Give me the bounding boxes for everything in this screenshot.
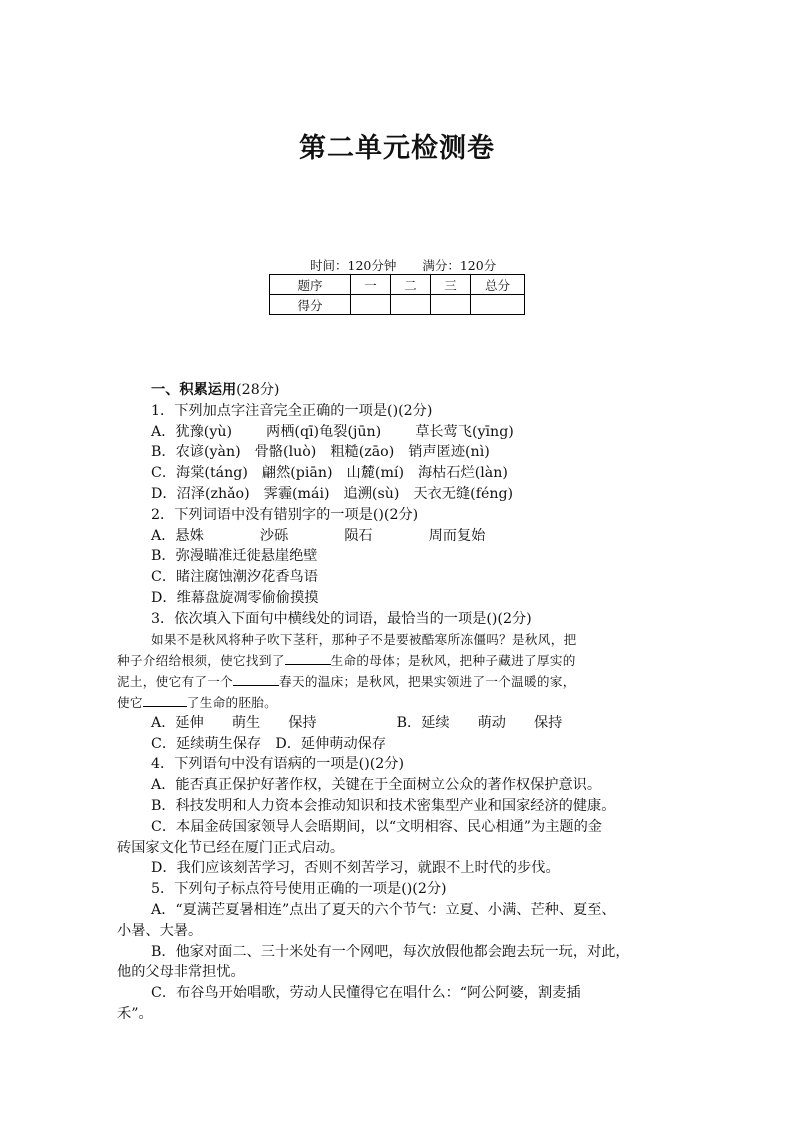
- header-cell: 一: [351, 275, 391, 295]
- question-1: [151, 401, 673, 422]
- option-d: D．沼泽(zhǎo) 霁霾(mái) 追溯(sù) 天衣无缝(féng): [151, 485, 514, 502]
- fill-blank[interactable]: [143, 692, 187, 707]
- option-b: B．农谚(yàn) 骨骼(luò) 粗糙(zāo) 销声匿迹(nì): [151, 444, 490, 461]
- option-a: A．悬姝 沙砾 陨石 周而复始: [151, 527, 486, 544]
- score-table-score-row: [270, 295, 525, 315]
- passage-line: 使它 了生命的胚胎。: [117, 692, 673, 713]
- passage-line: 泥土，使它有了一个 春天的温床；是秋风，把果实领进了一个温暖的家，: [117, 671, 673, 692]
- option-b: B．科技发明和人力资本会推动知识和技术密集型产业和国家经济的健康。: [151, 797, 616, 814]
- option-d: D．我们应该刻苦学习，否则不刻苦学习，就跟不上时代的步伐。: [151, 860, 560, 877]
- page-title: 第二单元检测卷: [299, 133, 495, 164]
- option-c: C．海棠(táng) 翩然(piān) 山麓(mí) 海枯石烂(làn): [151, 465, 508, 482]
- option-c: C．本届金砖国家领导人会晤期间，以“文明相容、民心相通”为主题的金: [151, 818, 602, 835]
- question-2-stem: 2．下列词语中没有错别字的一项是()(2分): [151, 506, 419, 523]
- question-4-stem: 4．下列语句中没有语病的一项是()(2分): [151, 756, 405, 773]
- option-c-cont: 禾”。: [117, 1005, 153, 1022]
- time-limit: 时间：120分钟: [310, 258, 397, 273]
- passage-line: 种子介绍给根须，使它找到了 生命的母体；是秋风，把种子藏进了厚实的: [117, 650, 673, 671]
- question-3-stem: 3．依次填入下面句中横线处的词语，最恰当的一项是()(2分): [151, 610, 532, 627]
- question-stem: 1．下列加点字注音完全正确的一项是()(2分): [151, 402, 433, 419]
- option-b: B．他家对面二、三十米处有一个网吧，每次放假他都会跑去玩一玩，对此，: [151, 943, 630, 960]
- score-cell[interactable]: [351, 295, 391, 315]
- full-score: 满分：120分: [422, 258, 497, 273]
- header-cell: 总分: [471, 275, 525, 295]
- option-ab: A．延伸 萌生 保持 B．延续 萌动 保持: [151, 714, 563, 731]
- option-c-cont: 砖国家文化节已经在厦门正式启动。: [117, 839, 345, 856]
- option-a: A．能否真正保护好著作权，关键在于全面树立公众的著作权保护意识。: [151, 777, 602, 794]
- option-c: C．睹注腐蚀潮汐花香鸟语: [151, 569, 318, 586]
- header-cell: 题序: [270, 275, 351, 295]
- exam-content: [117, 380, 673, 1025]
- option-d: D．维幕盘旋凋零偷偷摸摸: [151, 589, 319, 606]
- option-a-cont: 小暑、大暑。: [117, 922, 203, 939]
- score-cell[interactable]: [431, 295, 471, 315]
- option-b: B．弥漫瞄准迁徙悬崖绝壁: [151, 548, 318, 565]
- section-heading: 一、积累运用(28分): [151, 382, 280, 398]
- row-label: 得分: [270, 295, 351, 315]
- passage-line: 如果不是秋风将种子吹下茎秆，那种子不是要被酷寒所冻僵吗？是秋风，把: [151, 631, 577, 647]
- header-cell: 二: [391, 275, 431, 295]
- score-cell[interactable]: [391, 295, 431, 315]
- option-a: A．“夏满芒夏暑相连”点出了夏天的六个节气：立夏、小满、芒种、夏至、: [151, 901, 616, 918]
- header-cell: 三: [431, 275, 471, 295]
- score-table: [269, 274, 525, 315]
- option-cd: C．延续萌生保存 D．延伸萌动保存: [151, 735, 387, 752]
- option-c: C．布谷鸟开始唱歌，劳动人民懂得它在唱什么：“阿公阿婆，割麦插: [151, 985, 581, 1002]
- option-a: A．犹豫(yù) 两栖(qī)龟裂(jūn) 草长莺飞(yīng): [151, 423, 514, 440]
- score-cell[interactable]: [471, 295, 525, 315]
- fill-blank[interactable]: [233, 671, 279, 686]
- question-5-stem: 5．下列句子标点符号使用正确的一项是()(2分): [151, 881, 447, 898]
- fill-blank[interactable]: [285, 650, 331, 665]
- exam-meta: [310, 256, 522, 274]
- score-table-header-row: [270, 275, 525, 295]
- option-b-cont: 他的父母非常担忧。: [117, 964, 245, 981]
